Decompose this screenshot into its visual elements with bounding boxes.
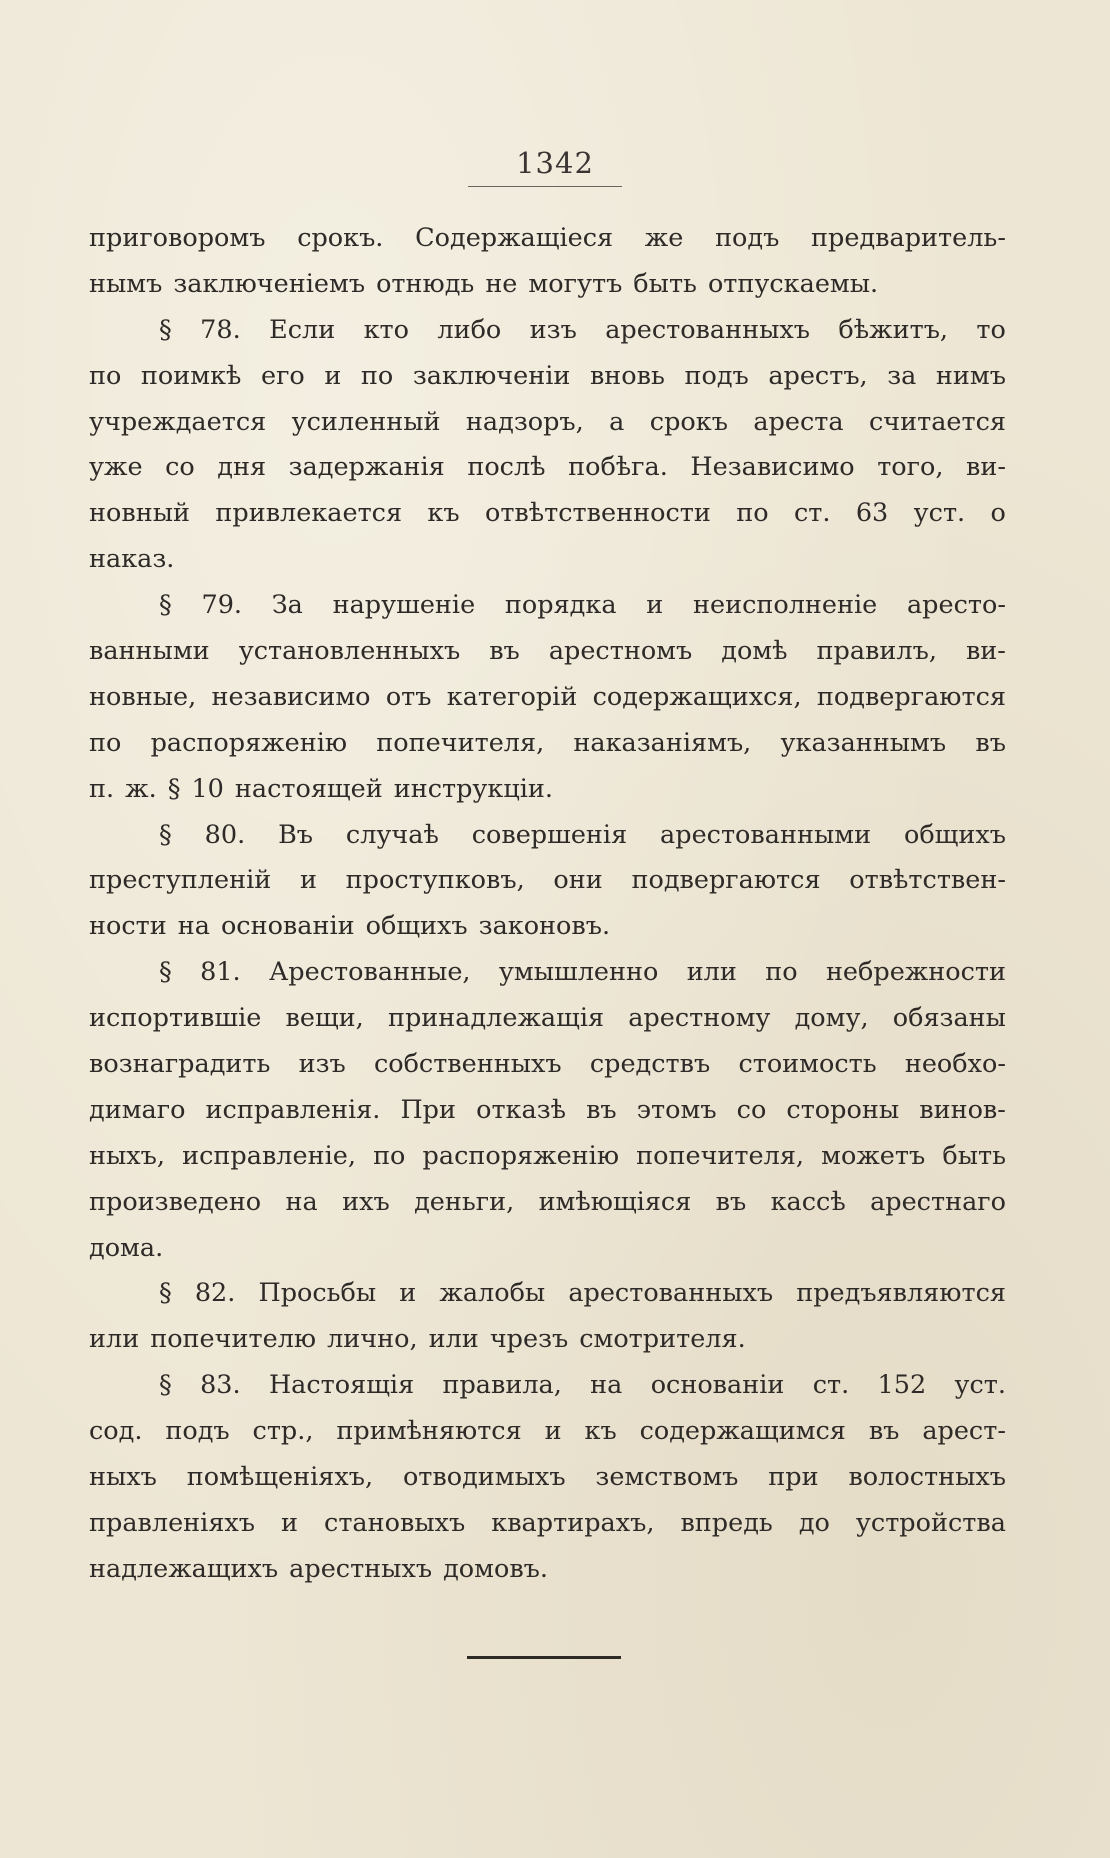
word: порядка xyxy=(504,590,617,621)
word: новные, xyxy=(89,681,197,712)
word: собственныхъ xyxy=(373,1049,562,1080)
word: же xyxy=(644,223,684,253)
word: уст. xyxy=(913,498,966,529)
word: можетъ xyxy=(821,1140,926,1171)
word: ности xyxy=(89,911,167,942)
word: деньги, xyxy=(414,1186,515,1217)
word: ихъ xyxy=(342,1186,390,1217)
word: арестнаго xyxy=(870,1186,1006,1217)
word: дня xyxy=(217,452,267,483)
word: надзоръ, xyxy=(465,406,584,437)
header-rule xyxy=(468,186,622,187)
word: либо xyxy=(437,314,502,345)
word: 79. xyxy=(201,590,243,621)
word: правилъ, xyxy=(816,636,937,667)
word: по xyxy=(89,360,122,391)
word: небрежности xyxy=(825,957,1006,988)
word: Арестованные, xyxy=(269,957,471,988)
word: 63 xyxy=(855,498,889,529)
word: Независимо xyxy=(690,452,855,483)
word: п. xyxy=(89,773,115,804)
word: отпускаемы. xyxy=(707,268,879,299)
word: умышленно xyxy=(498,957,659,988)
word: случаѣ xyxy=(345,819,439,850)
word: § xyxy=(159,314,172,345)
word: преступленій xyxy=(89,865,272,896)
text-line xyxy=(89,354,1006,400)
word: отъ xyxy=(385,681,432,712)
word: законовъ. xyxy=(478,911,611,942)
text-line xyxy=(89,583,1006,629)
text-line xyxy=(89,1271,1006,1317)
text-line xyxy=(89,675,1006,721)
word: кассѣ xyxy=(770,1186,846,1217)
text-line xyxy=(89,950,1006,996)
word: побѣга. xyxy=(568,452,668,483)
word: кто xyxy=(363,314,409,345)
text-line xyxy=(89,400,1006,446)
body-text xyxy=(89,216,1006,1593)
word: 80. xyxy=(204,819,246,850)
word: правила, xyxy=(442,1370,562,1401)
word: имѣющіяся xyxy=(538,1186,692,1217)
word: и xyxy=(646,590,664,621)
word: наказ. xyxy=(89,544,175,575)
word: попечителя, xyxy=(376,727,545,758)
word: аресто- xyxy=(906,590,1006,621)
word: смотрителя. xyxy=(579,1324,746,1355)
word: чрезъ xyxy=(489,1324,569,1355)
word: или xyxy=(428,1324,479,1355)
word: изъ xyxy=(529,314,577,345)
word: арестованныхъ xyxy=(568,1278,774,1309)
word: и xyxy=(544,1416,562,1447)
word: вознаградить xyxy=(89,1049,271,1080)
word: исправленія. xyxy=(205,1094,381,1125)
text-line xyxy=(89,1134,1006,1180)
word: попечителя, xyxy=(636,1140,805,1171)
word: Настоящія xyxy=(268,1370,415,1401)
word: ареста xyxy=(753,406,844,437)
word: содержащихся, xyxy=(592,681,802,712)
word: со xyxy=(736,1094,767,1125)
word: предваритель- xyxy=(811,223,1006,253)
word: заключеніи xyxy=(412,360,571,391)
text-line xyxy=(89,1317,1006,1363)
word: надлежащихъ xyxy=(89,1553,279,1584)
word: § xyxy=(159,590,172,621)
word: средствъ xyxy=(589,1049,711,1080)
word: 83. xyxy=(200,1370,241,1401)
word: независимо xyxy=(211,681,371,712)
text-line xyxy=(89,858,1006,904)
word: стр., xyxy=(252,1416,314,1447)
word: инструкціи. xyxy=(393,773,554,804)
word: подвергаются xyxy=(631,865,821,896)
word: или xyxy=(89,1324,140,1355)
word: нимъ xyxy=(935,360,1006,391)
word: то xyxy=(976,314,1006,345)
word: ви- xyxy=(966,452,1006,483)
word: Содержащіеся xyxy=(415,223,614,253)
word: винов- xyxy=(919,1094,1006,1125)
word: димаго xyxy=(89,1094,186,1125)
word: земствомъ xyxy=(595,1462,739,1493)
word: распоряженію xyxy=(422,1140,620,1171)
word: общихъ xyxy=(903,819,1006,850)
word: его xyxy=(260,360,305,391)
word: дому, xyxy=(794,1003,869,1034)
word: и xyxy=(281,1507,299,1538)
word: стороны xyxy=(786,1094,900,1125)
word: не xyxy=(485,268,518,299)
text-line xyxy=(89,629,1006,675)
word: быть xyxy=(942,1140,1006,1171)
word: отнюдь xyxy=(376,268,475,299)
word: подвергаются xyxy=(816,681,1006,712)
text-line xyxy=(89,1180,1006,1226)
word: Просьбы xyxy=(258,1278,377,1309)
word: на xyxy=(285,1186,318,1217)
text-line xyxy=(89,491,1006,537)
word: ныхъ, xyxy=(89,1140,166,1171)
word: вновь xyxy=(589,360,665,391)
word: произведено xyxy=(89,1186,262,1217)
word: арестъ, xyxy=(768,360,868,391)
word: предъявляются xyxy=(796,1278,1006,1309)
word: задержанія xyxy=(288,452,445,483)
word: домовъ. xyxy=(443,1553,549,1584)
word: того, xyxy=(877,452,944,483)
word: отказѣ xyxy=(476,1094,566,1125)
word: послѣ xyxy=(467,452,546,483)
text-line xyxy=(89,1455,1006,1501)
word: отвѣтственности xyxy=(484,498,711,529)
word: а xyxy=(609,406,625,437)
word: отвѣтствен- xyxy=(849,865,1006,896)
word: За xyxy=(271,590,303,621)
text-line xyxy=(89,904,1006,950)
word: 152 xyxy=(877,1370,927,1401)
word: къ xyxy=(584,1416,617,1447)
word: квартирахъ, xyxy=(491,1507,655,1538)
text-line xyxy=(89,1547,1006,1593)
word: на xyxy=(590,1370,623,1401)
word: ж. xyxy=(125,773,157,804)
word: этомъ xyxy=(636,1094,717,1125)
word: и xyxy=(324,360,342,391)
word: волостныхъ xyxy=(848,1462,1006,1493)
text-line xyxy=(89,1409,1006,1455)
word: арест- xyxy=(922,1416,1006,1447)
word: установленныхъ xyxy=(238,636,461,667)
word: и xyxy=(299,865,317,896)
word: привлекается xyxy=(215,498,403,529)
word: арестныхъ xyxy=(289,1553,433,1584)
word: отводимыхъ xyxy=(402,1462,566,1493)
word: § xyxy=(159,1278,172,1309)
word: жалобы xyxy=(439,1278,546,1309)
word: бѣжитъ, xyxy=(838,314,949,345)
word: по xyxy=(360,360,394,391)
word: усиленный xyxy=(291,406,441,437)
word: считается xyxy=(868,406,1006,437)
word: дома. xyxy=(89,1232,164,1263)
word: сод. xyxy=(89,1416,143,1447)
word: уже xyxy=(89,452,143,483)
word: арестному xyxy=(628,1003,771,1034)
word: Если xyxy=(269,314,336,345)
word: ныхъ xyxy=(89,1462,157,1493)
word: исправленіе, xyxy=(182,1140,356,1171)
word: въ xyxy=(868,1416,900,1447)
word: нымъ xyxy=(89,268,163,299)
word: 78. xyxy=(200,314,241,345)
word: категорій xyxy=(446,681,578,712)
word: § xyxy=(159,819,172,850)
word: необхо- xyxy=(904,1049,1006,1080)
word: стоимость xyxy=(738,1049,877,1080)
word: въ xyxy=(975,727,1006,758)
word: лично, xyxy=(327,1324,418,1355)
text-line xyxy=(89,996,1006,1042)
word: испортившіе xyxy=(89,1003,262,1034)
word: къ xyxy=(427,498,460,529)
text-line xyxy=(89,445,1006,491)
word: арестномъ xyxy=(548,636,693,667)
page-number: 1342 xyxy=(516,146,594,180)
word: неисполненіе xyxy=(693,590,878,621)
word: и xyxy=(399,1278,417,1309)
word: по xyxy=(765,957,798,988)
word: подъ xyxy=(684,360,749,391)
word: 81. xyxy=(200,957,241,988)
word: ст. xyxy=(812,1370,850,1401)
word: принадлежащія xyxy=(387,1003,605,1034)
word: совершенія xyxy=(471,819,628,850)
word: изъ xyxy=(298,1049,346,1080)
word: § xyxy=(159,957,172,988)
word: домѣ xyxy=(721,636,788,667)
word: подъ xyxy=(165,1416,230,1447)
word: за xyxy=(887,360,917,391)
text-line xyxy=(89,308,1006,354)
word: срокъ. xyxy=(297,223,384,253)
text-line xyxy=(89,1088,1006,1134)
word: въ xyxy=(489,636,520,667)
word: ванными xyxy=(89,636,210,667)
word: ви- xyxy=(965,636,1006,667)
word: арестованныхъ xyxy=(605,314,811,345)
word: со xyxy=(165,452,195,483)
word: настоящей xyxy=(234,773,383,804)
text-line xyxy=(89,1501,1006,1547)
word: вещи, xyxy=(285,1003,364,1034)
word: 82. xyxy=(194,1278,236,1309)
word: 10 xyxy=(191,773,224,804)
word: о xyxy=(990,498,1006,529)
word: подъ xyxy=(715,223,780,253)
word: обязаны xyxy=(892,1003,1006,1034)
text-line xyxy=(89,813,1006,859)
word: поимкѣ xyxy=(140,360,242,391)
word: примѣняются xyxy=(336,1416,522,1447)
word: ст. xyxy=(793,498,831,529)
text-line xyxy=(89,1226,1006,1272)
word: основаніи xyxy=(220,911,355,942)
word: впредь xyxy=(680,1507,773,1538)
word: проступковъ, xyxy=(345,865,525,896)
word: При xyxy=(400,1094,456,1125)
word: наказаніямъ, xyxy=(573,727,752,758)
word: распоряженію xyxy=(150,727,348,758)
word: нарушеніе xyxy=(332,590,476,621)
word: общихъ xyxy=(365,911,468,942)
text-line xyxy=(89,767,1006,813)
word: быть xyxy=(633,268,697,299)
word: учреждается xyxy=(89,406,267,437)
word: новный xyxy=(89,498,190,529)
word: арестованными xyxy=(660,819,872,850)
word: по xyxy=(736,498,769,529)
text-line xyxy=(89,1363,1006,1409)
word: на xyxy=(177,911,210,942)
text-line xyxy=(89,1042,1006,1088)
word: по xyxy=(373,1140,406,1171)
word: или xyxy=(686,957,737,988)
word: устройства xyxy=(855,1507,1006,1538)
word: приговоромъ xyxy=(89,223,266,253)
word: уст. xyxy=(954,1370,1006,1401)
word: указаннымъ xyxy=(780,727,947,758)
word: при xyxy=(768,1462,819,1493)
word: помѣщеніяхъ, xyxy=(186,1462,374,1493)
word: содержащимся xyxy=(639,1416,846,1447)
end-rule xyxy=(467,1656,621,1659)
word: основаніи xyxy=(650,1370,785,1401)
word: Въ xyxy=(278,819,314,850)
word: § xyxy=(159,1370,172,1401)
word: правленіяхъ xyxy=(89,1507,256,1538)
word: они xyxy=(553,865,603,896)
word: § xyxy=(167,773,181,804)
word: заключеніемъ xyxy=(173,268,366,299)
text-line xyxy=(89,721,1006,767)
word: до xyxy=(798,1507,830,1538)
word: попечителю xyxy=(150,1324,317,1355)
text-line xyxy=(89,262,1006,308)
text-line xyxy=(89,216,1006,262)
text-line xyxy=(89,537,1006,583)
word: въ xyxy=(586,1094,617,1125)
word: могутъ xyxy=(528,268,623,299)
word: по xyxy=(89,727,122,758)
word: срокъ xyxy=(649,406,728,437)
word: становыхъ xyxy=(324,1507,466,1538)
word: въ xyxy=(715,1186,747,1217)
